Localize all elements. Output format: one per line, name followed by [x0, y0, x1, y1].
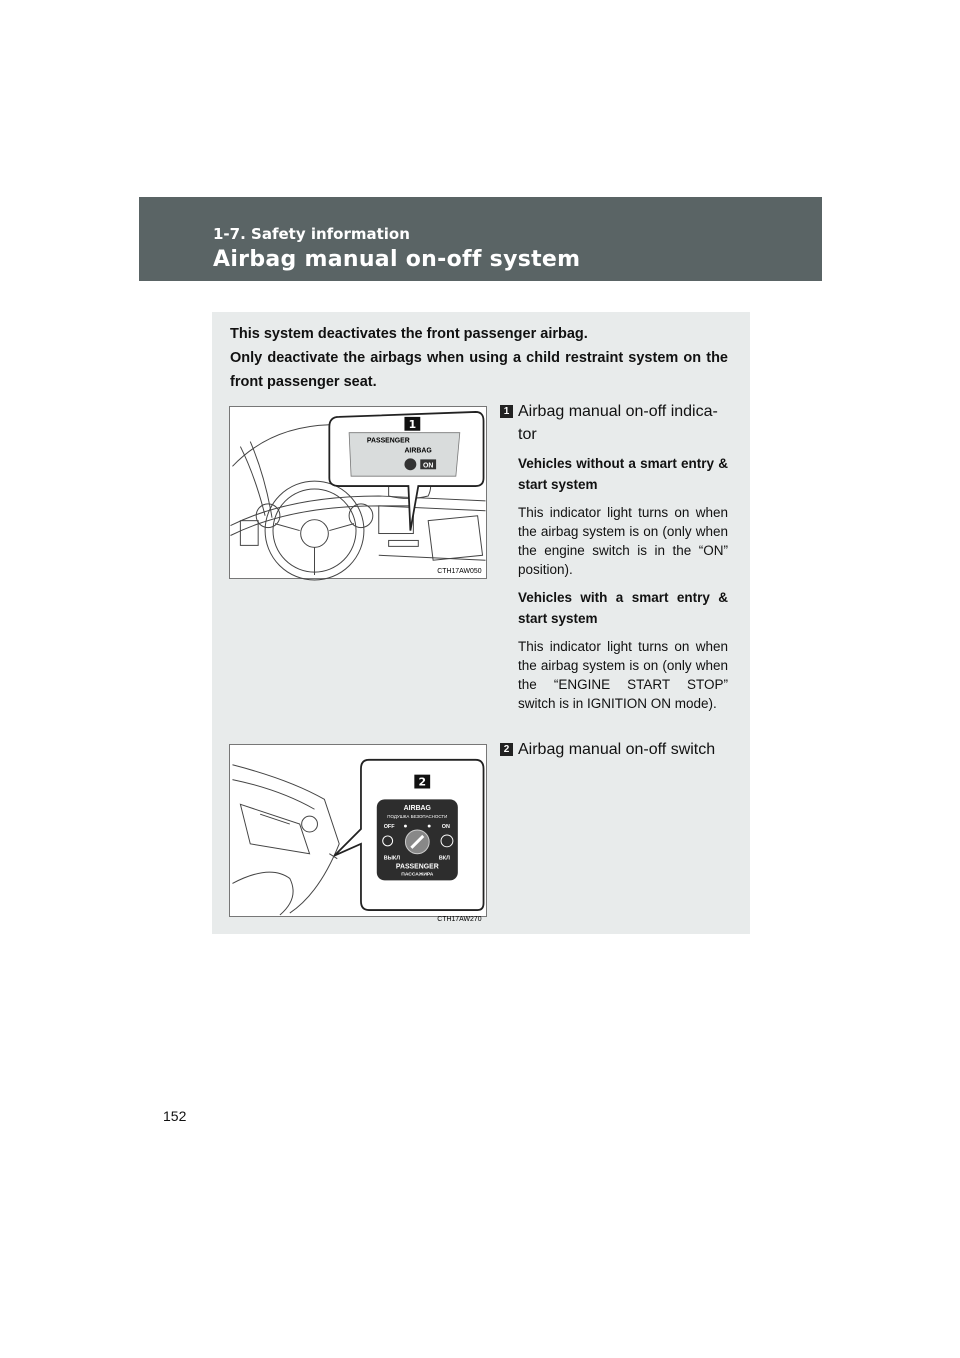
- fig1-airbag-label: AIRBAG: [404, 447, 432, 455]
- item-indicator: [500, 400, 728, 721]
- intro-line: Only deactivate the airbags when using a child restraint system on the front passenger seat.: [230, 350, 728, 390]
- intro-text: [230, 322, 728, 394]
- fig2-off-label: OFF: [383, 824, 395, 831]
- content-panel: [212, 312, 750, 934]
- dashboard-drawing: [230, 407, 486, 578]
- item-title: Airbag manual on-off switch: [518, 741, 716, 758]
- fig2-passenger-label: PASSENGER: [395, 863, 439, 871]
- item-switch: [500, 738, 728, 761]
- glovebox-drawing: [230, 745, 486, 923]
- body-text: This indicator light turns on when the airbag system is on (only when the “ENGINE START STOP” switch is in IGNITION ON mode).: [518, 639, 728, 711]
- switch-illustration: [229, 744, 487, 923]
- fig1-code: CTH17AW050: [437, 568, 482, 576]
- fig1-callout: 1: [408, 417, 417, 431]
- page-title: Airbag manual on-off system: [213, 247, 581, 272]
- fig2-passenger-ru-label: ПАССАЖИРА: [401, 872, 434, 878]
- fig2-on-ru-label: ВКЛ: [438, 855, 450, 862]
- page-number: 152: [163, 1108, 187, 1124]
- section-label: 1-7. Safety information: [213, 225, 410, 243]
- item-number-badge: 2: [500, 743, 513, 756]
- fig2-code: CTH17AW270: [437, 915, 482, 923]
- indicator-illustration: [229, 406, 487, 579]
- intro-line: This system deactivates the front passenger airbag.: [230, 326, 588, 342]
- fig1-passenger-label: PASSENGER: [366, 437, 410, 445]
- fig1-on-label: ON: [422, 462, 434, 470]
- fig2-callout: 2: [418, 775, 427, 789]
- fig2-on-label: ON: [441, 824, 450, 831]
- fig2-airbag-label: AIRBAG: [403, 805, 431, 813]
- item-title: Airbag manual on-off indica-tor: [518, 403, 718, 443]
- airbag-off-icon: [404, 458, 416, 470]
- subhead: Vehicles without a smart entry & start system: [518, 456, 728, 492]
- subhead: Vehicles with a smart entry & start system: [518, 590, 728, 626]
- chapter-header: [139, 197, 822, 281]
- item-number-badge: 1: [500, 405, 513, 418]
- fig2-off-ru-label: ВЫКЛ: [383, 855, 401, 862]
- body-text: This indicator light turns on when the airbag system is on (only when the engine switch is in the “ON” position).: [518, 505, 728, 577]
- fig2-airbag-ru-label: ПОДУШКА БЕЗОПАСНОСТИ: [387, 814, 448, 820]
